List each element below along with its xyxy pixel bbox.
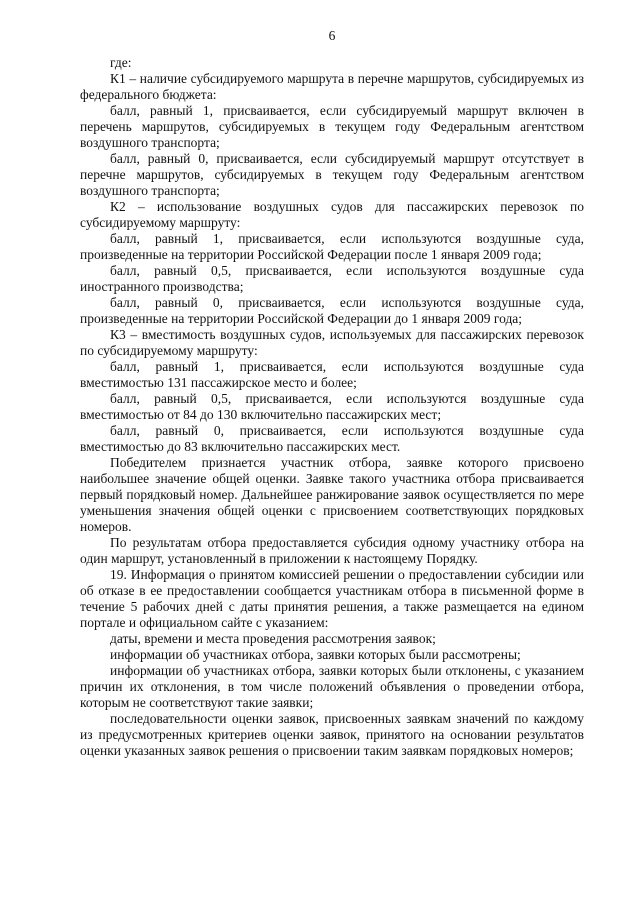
paragraph: 19. Информация о принятом комиссией решении о предоставлении субсидии или об отказе в ее предоставлении сообщается участникам отбора в письменной форме в течение 5 рабочих дней с даты принятия решения, а также размещается на едином портале и официальном сайте с указанием: [80, 567, 584, 630]
paragraph: где: [110, 55, 132, 70]
paragraph: балл, равный 1, присваивается, если используются воздушные суда вместимостью 131 пассажирское место и более; [80, 359, 584, 390]
paragraph: балл, равный 0, присваивается, если субсидируемый маршрут отсутствует в перечне маршрутов, субсидируемых в текущем году Федеральным агентством воздушного транспорта; [80, 151, 584, 198]
paragraph: балл, равный 0,5, присваивается, если используются воздушные суда иностранного производства; [80, 263, 584, 294]
paragraph: Победителем признается участник отбора, заявке которого присвоено наибольшее значение общей оценки. Заявке такого участника отбора присваивается первый порядковый номер. Дальнейшее ранжирование заявок осуществляется по мере уменьшения значения общей оценки с присвоением соответствующих порядковых номеров. [80, 455, 584, 534]
paragraph: информации об участниках отбора, заявки которых были отклонены, с указанием причин их отклонения, в том числе положений объявления о проведении отбора, которым не соответствуют такие заявки; [80, 663, 584, 710]
paragraph: балл, равный 1, присваивается, если используются воздушные суда, произведенные на территории Российской Федерации после 1 января 2009 года; [80, 231, 584, 262]
document-body [80, 55, 584, 759]
paragraph: балл, равный 0,5, присваивается, если используются воздушные суда вместимостью от 84 до 130 включительно пассажирских мест; [80, 391, 584, 422]
paragraph: даты, времени и места проведения рассмотрения заявок; [110, 631, 436, 646]
paragraph: балл, равный 0, присваивается, если используются воздушные суда, произведенные на территории Российской Федерации до 1 января 2009 года; [80, 295, 584, 326]
paragraph: По результатам отбора предоставляется субсидия одному участнику отбора на один маршрут, установленный в приложении к настоящему Порядку. [80, 535, 584, 566]
paragraph: К3 – вместимость воздушных судов, используемых для пассажирских перевозок по субсидируемому маршруту: [80, 327, 584, 358]
paragraph: балл, равный 1, присваивается, если субсидируемый маршрут включен в перечень маршрутов, субсидируемых в текущем году Федеральным агентством воздушного транспорта; [80, 103, 584, 150]
paragraph: К1 – наличие субсидируемого маршрута в перечне маршрутов, субсидируемых из федерального бюджета: [80, 71, 584, 102]
paragraph: К2 – использование воздушных судов для пассажирских перевозок по субсидируемому маршруту: [80, 199, 584, 230]
paragraph: последовательности оценки заявок, присвоенных заявкам значений по каждому из предусмотренных критериев оценки заявок, принятого на основании результатов оценки указанных заявок решения о присвоении таким заявкам порядковых номеров; [80, 711, 584, 758]
paragraph: информации об участниках отбора, заявки которых были рассмотрены; [110, 647, 521, 662]
page-number: 6 [328, 28, 336, 43]
paragraph: балл, равный 0, присваивается, если используются воздушные суда вместимостью до 83 включительно пассажирских мест. [80, 423, 584, 454]
